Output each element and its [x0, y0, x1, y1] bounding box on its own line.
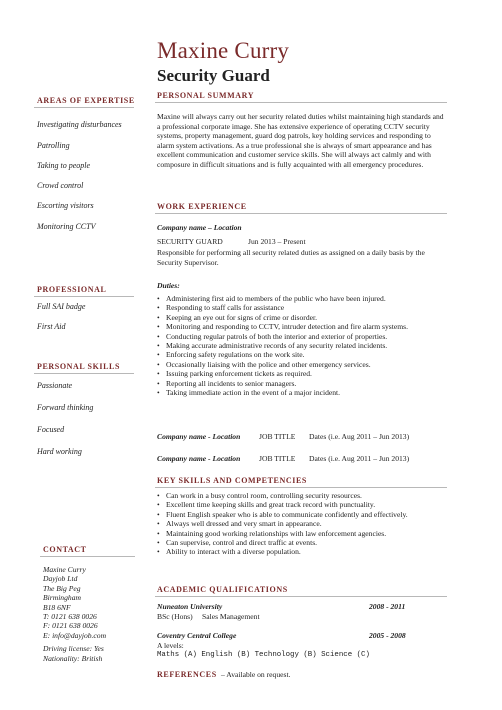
school-name: Coventry Central College [157, 631, 237, 640]
experience-divider [155, 213, 447, 214]
nationality: Nationality: British [43, 653, 103, 663]
list-item: • Occasionally liaising with the police and other emergency services. [157, 360, 449, 369]
company-name: Company name - Location [157, 454, 241, 463]
professional-item: First Aid [37, 322, 66, 331]
contact-line: Birmingham [43, 593, 81, 603]
list-item: • Conducting regular patrols of both the interior and exterior of properties. [157, 332, 449, 341]
experience-heading: WORK EXPERIENCE [157, 202, 247, 211]
area-item: Patrolling [37, 141, 70, 150]
list-item: • Issuing parking enforcement tickets as required. [157, 369, 449, 378]
skill-item: Focused [37, 425, 65, 434]
alevels-grades: Maths (A) English (B) Technology (B) Science (C) [157, 651, 370, 659]
key-skills-heading: KEY SKILLS AND COMPETENCIES [157, 476, 307, 485]
candidate-name: Maxine Curry [157, 38, 290, 63]
list-item: • Ability to interact with a diverse population. [157, 547, 449, 556]
contact-details [43, 565, 106, 663]
contact-line: Maxine Curry [43, 565, 86, 574]
list-item: • Enforcing safety regulations on the work site. [157, 350, 449, 359]
skill-item: Passionate [37, 381, 73, 390]
list-item: • Taking immediate action in the event of a major incident. [157, 388, 449, 397]
job-title: Security Guard [157, 66, 270, 85]
list-item: • Excellent time keeping skills and great track record with punctuality. [157, 500, 449, 509]
list-item: • Fluent English speaker who is able to communicate confidently and effectively. [157, 510, 449, 519]
contact-divider [40, 556, 135, 557]
driving-license: Driving license: Yes [43, 644, 104, 654]
contact-phone: T: 0121 638 0026 [43, 612, 97, 622]
duties-label: Duties: [157, 281, 180, 290]
company-name: Company name – Location [157, 223, 242, 232]
professional-heading: PROFESSIONAL [37, 285, 107, 294]
professional-item: Full SAI badge [37, 302, 86, 311]
list-item: • Maintaining good working relationships with law enforcement agencies. [157, 529, 449, 538]
list-item: • Keeping an eye out for signs of crime or disorder. [157, 313, 449, 322]
role-dates: Dates (i.e. Aug 2011 – Jun 2013) [309, 432, 410, 441]
list-item: • Always well dressed and very smart in appearance. [157, 519, 449, 528]
school-name: Nuneaton University [157, 602, 223, 611]
role-dates: Dates (i.e. Aug 2011 – Jun 2013) [309, 454, 410, 463]
contact-email: E: info@dayjob.com [43, 630, 107, 640]
summary-divider [155, 102, 447, 103]
area-item: Monitoring CCTV [37, 222, 96, 231]
company-name: Company name - Location [157, 432, 241, 441]
areas-divider [34, 107, 134, 108]
skills-divider [34, 373, 134, 374]
education-divider [155, 596, 447, 597]
key-skills-divider [155, 487, 447, 488]
summary-heading: PERSONAL SUMMARY [157, 91, 255, 100]
school-years: 2008 - 2011 [369, 602, 406, 611]
skill-item: Hard working [37, 447, 82, 456]
contact-line: The Big Peg [43, 583, 81, 593]
alevels-label: A levels: [157, 641, 184, 650]
references-heading: REFERENCES [157, 670, 217, 679]
skill-item: Forward thinking [37, 403, 94, 412]
list-item: • Responding to staff calls for assistance [157, 303, 449, 312]
contact-line: Dayjob Ltd [43, 574, 78, 584]
school-years: 2005 - 2008 [369, 631, 406, 640]
list-item: • Reporting all incidents to senior managers. [157, 379, 449, 388]
list-item: • Can work in a busy control room, controlling security resources. [157, 491, 449, 500]
role-responsibility: Responsible for performing all security related duties as assigned on a daily basis by the Security Supervisor. [157, 248, 425, 267]
list-item: • Monitoring and responding to CCTV, intruder detection and fire alarm systems. [157, 322, 449, 331]
area-item: Investigating disturbances [37, 120, 122, 129]
skills-heading: PERSONAL SKILLS [37, 362, 121, 371]
summary-text: Maxine will always carry out her security related duties whilst maintaining high standards and a professional corporate image. She has extensive experience of operating CCTV security systems, property management, guard dog patrols, key holding services and responding to alarm system activations. As a true professional she is always of smart appearance and has excellent communication and customer service skills. She will always act calmly and with composure in difficult situations and is fully acquainted with all emergency procedures. [157, 112, 444, 169]
professional-divider [34, 296, 134, 297]
contact-heading: CONTACT [43, 545, 87, 554]
role-title: JOB TITLE [259, 432, 296, 441]
area-item: Crowd control [37, 181, 84, 190]
role-title: SECURITY GUARD [157, 237, 223, 246]
degree-subject: Sales Management [202, 612, 260, 621]
list-item: • Can supervise, control and direct traffic at events. [157, 538, 449, 547]
area-item: Escorting visitors [37, 201, 94, 210]
references-text: – Available on request. [221, 670, 291, 679]
role-title: JOB TITLE [259, 454, 296, 463]
education-heading: ACADEMIC QUALIFICATIONS [157, 585, 288, 594]
role-dates: Jun 2013 – Present [248, 237, 306, 246]
list-item: • Making accurate administrative records of any security related incidents. [157, 341, 449, 350]
key-skills-list [157, 491, 449, 557]
contact-line: B18 6NF [43, 602, 71, 612]
degree: BSc (Hons) [157, 612, 193, 621]
list-item: • Administering first aid to members of the public who have been injured. [157, 294, 449, 303]
areas-heading: AREAS OF EXPERTISE [37, 96, 135, 105]
area-item: Taking to people [37, 161, 91, 170]
contact-fax: F: 0121 638 0026 [43, 621, 98, 631]
duties-list [157, 294, 449, 397]
